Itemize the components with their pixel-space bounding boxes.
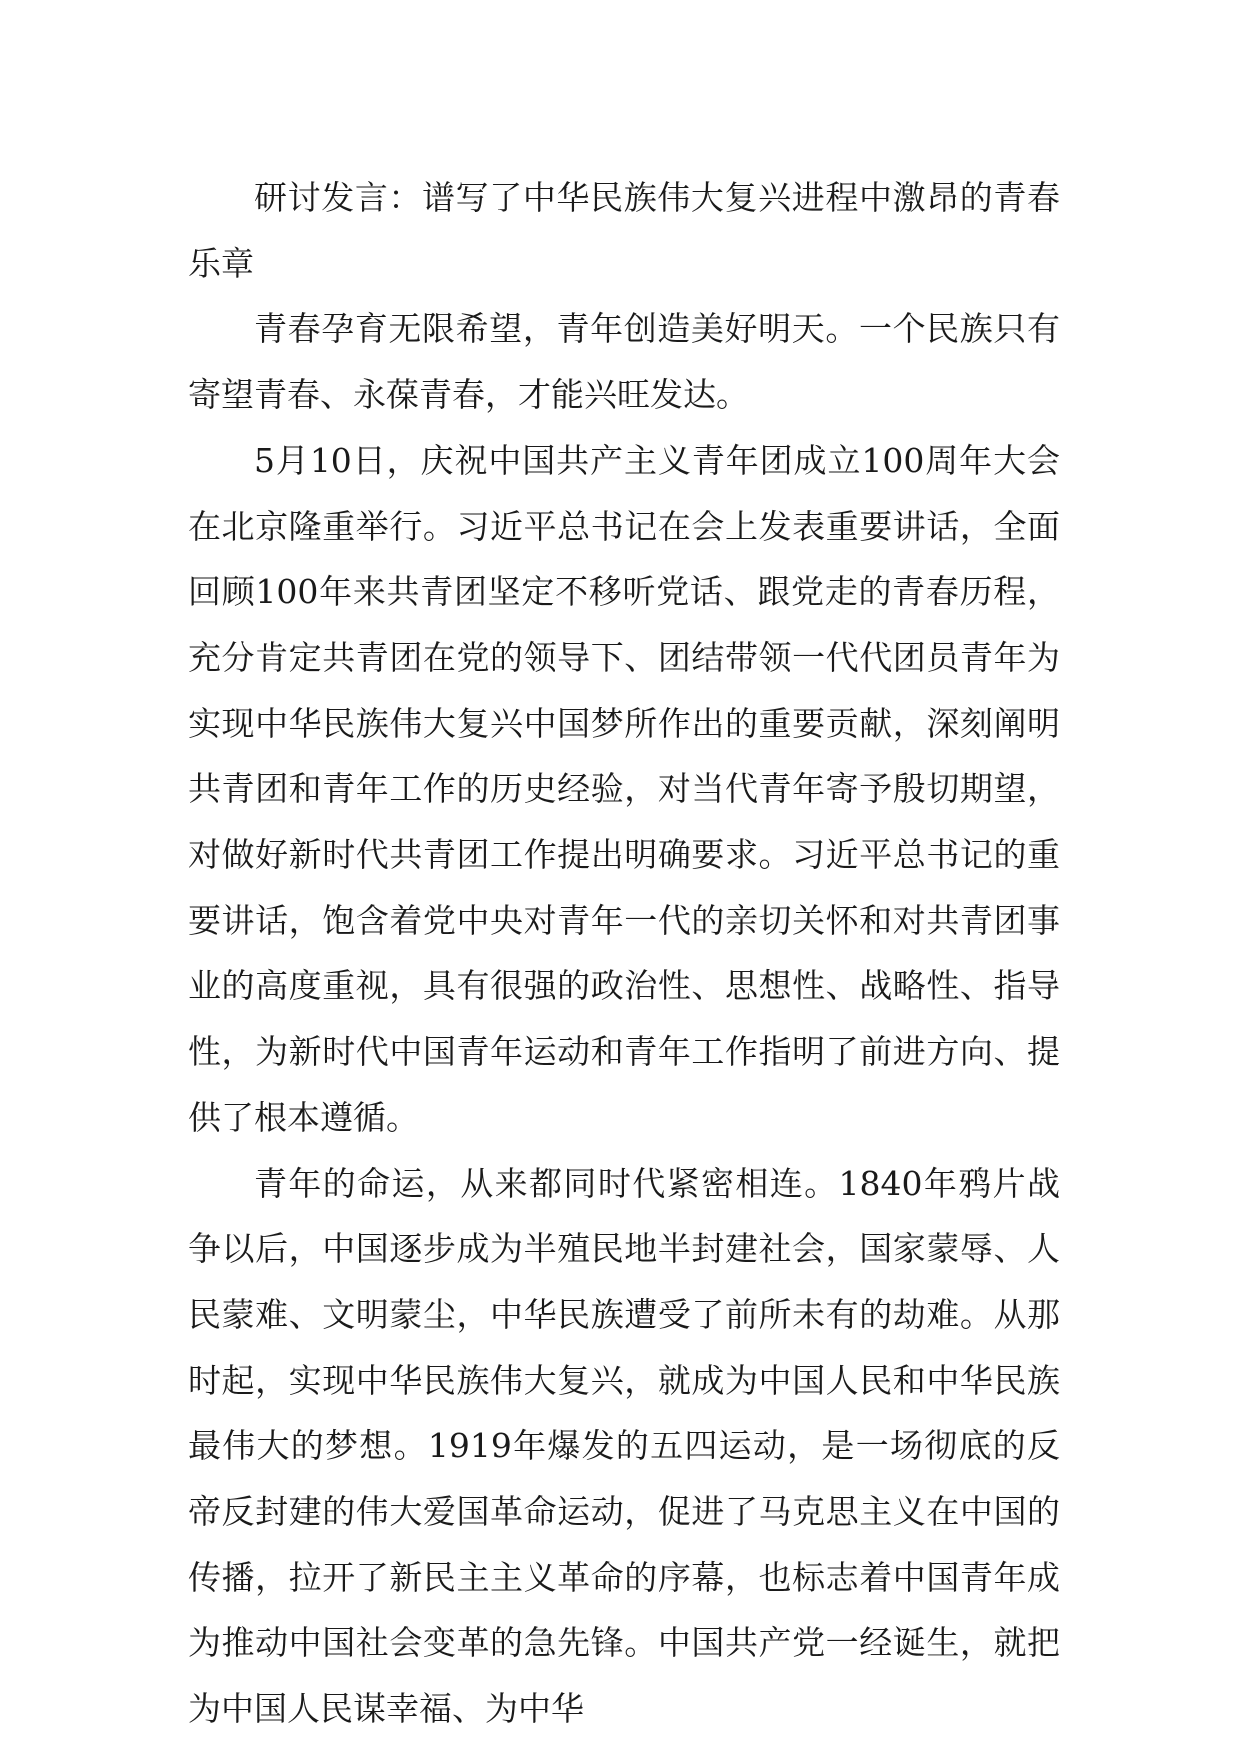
paragraph-1: 青春孕育无限希望，青年创造美好明天。一个民族只有寄望青春、永葆青春，才能兴旺发达。: [188, 309, 1060, 415]
document-title: 研讨发言：谱写了中华民族伟大复兴进程中激昂的青春乐章: [188, 178, 1060, 283]
document-body: [188, 165, 1060, 1742]
paragraph-3: 青年的命运，从来都同时代紧密相连。1840年鸦片战争以后，中国逐步成为半殖民地半封建社会，国家蒙辱、人民蒙难、文明蒙尘，中华民族遭受了前所未有的劫难。从那时起，实现中华民族伟大复兴，就成为中国人民和中华民族最伟大的梦想。1919年爆发的五四运动，是一场彻底的反帝反封建的伟大爱国革命运动，促进了马克思主义在中国的传播，拉开了新民主主义革命的序幕，也标志着中国青年成为推动中国社会变革的急先锋。中国共产党一经诞生，就把为中国人民谋幸福、为中华: [188, 1163, 1060, 1729]
paragraph-2: 5月10日，庆祝中国共产主义青年团成立100周年大会在北京隆重举行。习近平总书记在会上发表重要讲话，全面回顾100年来共青团坚定不移听党话、跟党走的青春历程，充分肯定共青团在党的领导下、团结带领一代代团员青年为实现中华民族伟大复兴中国梦所作出的重要贡献，深刻阐明共青团和青年工作的历史经验，对当代青年寄予殷切期望，对做好新时代共青团工作提出明确要求。习近平总书记的重要讲话，饱含着党中央对青年一代的亲切关怀和对共青团事业的高度重视，具有很强的政治性、思想性、战略性、指导性，为新时代中国青年运动和青年工作指明了前进方向、提供了根本遵循。: [188, 440, 1060, 1137]
